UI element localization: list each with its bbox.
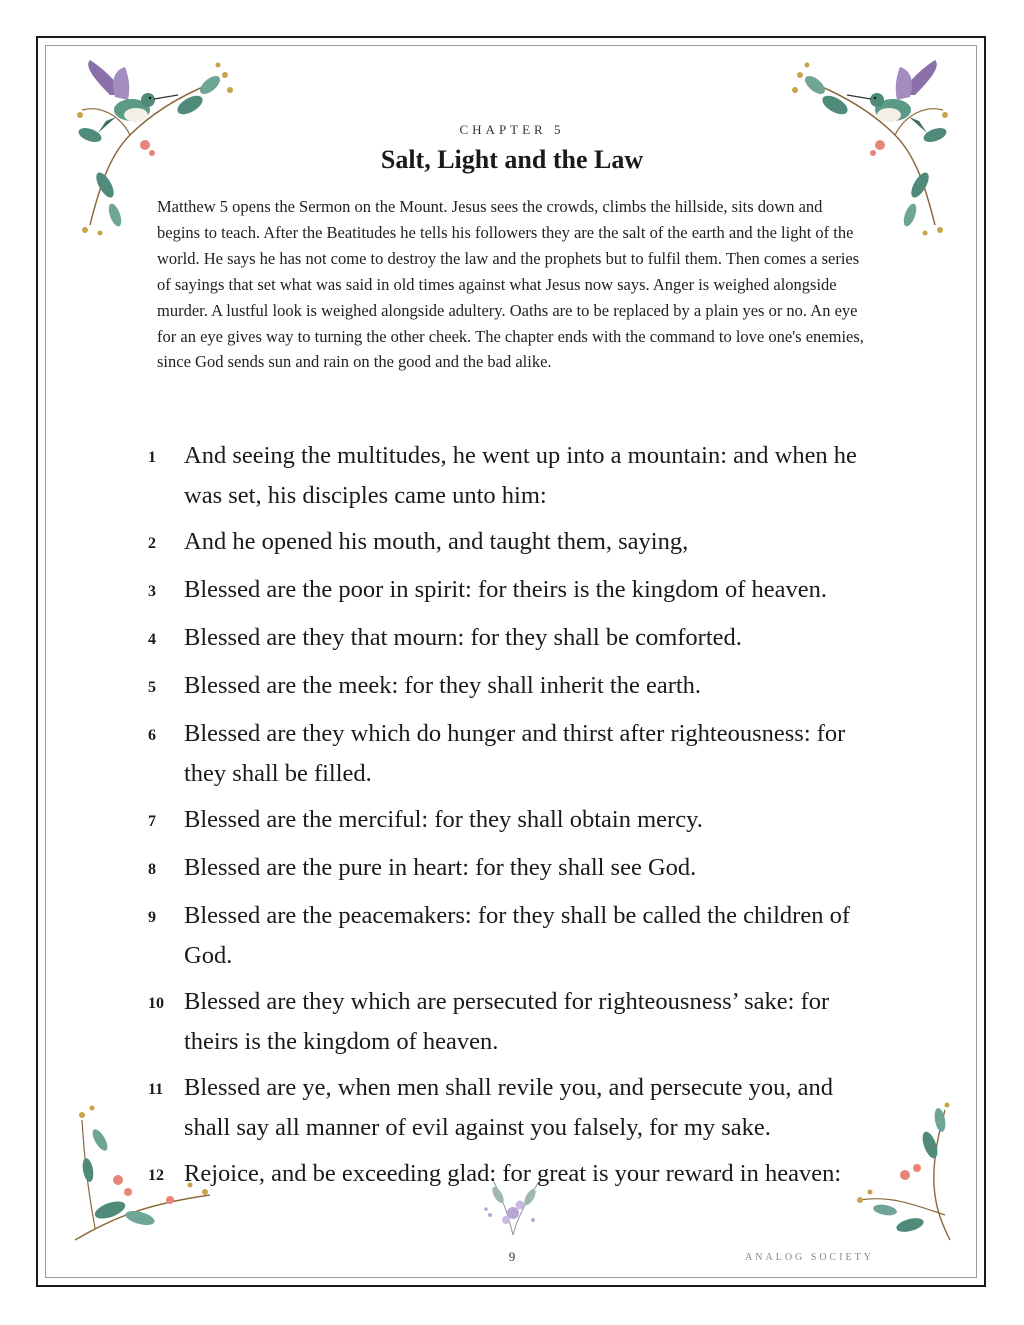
page-number: 9 [508,1249,516,1264]
verse [148,1068,878,1148]
verse-number: 10 [148,995,164,1012]
verse-number: 4 [148,631,156,648]
verse-text: Rejoice, and be exceeding glad: for great is your reward in heaven: [184,1160,842,1187]
verse [148,714,878,794]
verse-number: 2 [148,535,156,552]
verse-list [148,436,878,1202]
verse-number: 8 [148,861,156,878]
verse [148,896,878,976]
verse-text: Blessed are the merciful: for they shall obtain mercy. [184,806,703,833]
verse-text: Blessed are the peacemakers: for they shall be called the children of God. [184,902,850,969]
verse-number: 7 [148,813,156,830]
chapter-label: CHAPTER 5 [459,122,565,137]
verse [148,522,878,564]
verse-text: Blessed are the poor in spirit: for theirs is the kingdom of heaven. [184,576,827,603]
verse [148,1154,878,1196]
verse-number: 6 [148,727,156,744]
verse-text: Blessed are they that mourn: for they shall be comforted. [184,624,742,651]
verse [148,800,878,842]
verse-text: Blessed are ye, when men shall revile you, and persecute you, and shall say all manner of evil against you falsely, for my sake. [184,1074,834,1141]
verse-number: 1 [148,449,156,466]
verse-text: And seeing the multitudes, he went up into a mountain: and when he was set, his disciples came unto him: [184,442,857,509]
verse-text: Blessed are the pure in heart: for they shall see God. [184,854,697,881]
verse-number: 11 [148,1081,164,1098]
verse [148,848,878,890]
verse-number: 12 [148,1167,164,1184]
verse [148,666,878,708]
verse-text: And he opened his mouth, and taught them, saying, [184,528,689,555]
verse-number: 9 [148,909,156,926]
footer-brand: ANALOG SOCIETY [745,1252,874,1263]
chapter-intro: Matthew 5 opens the Sermon on the Mount. Jesus sees the crowds, climbs the hillside, sits down and begins to teach. After the Beatitudes he tells his followers they are the salt of the earth and the light of the world. He says he has not come to destroy the law and the prophets but to fulfil them. Then comes a series of sayings that set what was said in old times against what Jesus now says. Anger is weighed alongside murder. A lustful look is weighed alongside adultery. Oaths are to be replaced by a plain yes or no. An eye for an eye gives way to turning the other cheek. The chapter ends with the command to love one's enemies, since God sends sun and rain on the good and the bad alike. [157,197,864,372]
verse [148,982,878,1062]
verse-text: Blessed are the meek: for they shall inherit the earth. [184,672,702,699]
verse-number: 5 [148,679,156,696]
verse-text: Blessed are they which do hunger and thirst after righteousness: for they shall be filled. [184,720,846,787]
verse [148,570,878,612]
chapter-title: Salt, Light and the Law [380,145,644,174]
verse-number: 3 [148,583,156,600]
verse-text: Blessed are they which are persecuted for righteousness’ sake: for theirs is the kingdom of heaven. [184,988,830,1055]
verse [148,436,878,516]
verse [148,618,878,660]
